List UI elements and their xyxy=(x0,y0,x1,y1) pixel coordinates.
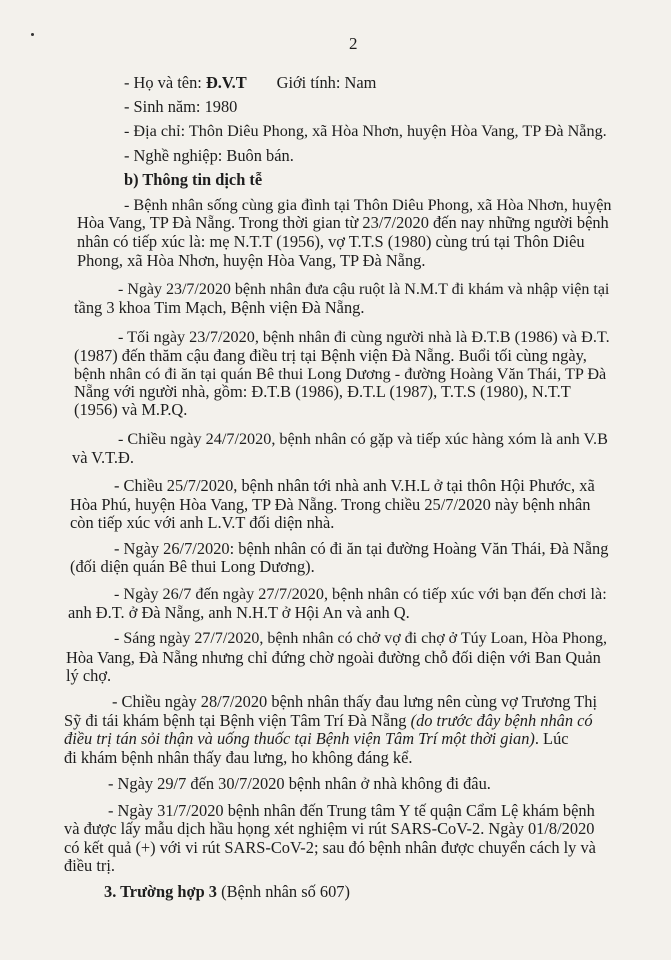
section-b-heading: b) Thông tin dịch tễ xyxy=(124,170,263,189)
p11-line-4: điều trị. xyxy=(64,856,115,875)
p9-line-4: đi khám bệnh nhân thấy đau lưng, ho không đáng kể. xyxy=(64,748,413,767)
p11-line-3: có kết quả (+) với vi rút SARS-CoV-2; sau đó bệnh nhân được chuyển cách ly và xyxy=(64,838,596,857)
p2-line-2: tầng 3 khoa Tim Mạch, Bệnh viện Đà Nẵng. xyxy=(74,298,365,317)
case3-title: 3. Trường hợp 3 xyxy=(104,882,218,901)
p9-line-3-text: . Lúc xyxy=(534,729,569,748)
p1-line-2: Hòa Vang, TP Đà Nẵng. Trong thời gian từ 23/7/2020 đến nay những người bệnh xyxy=(77,213,609,232)
page-number: 2 xyxy=(349,34,358,53)
p7-line-1: - Ngày 26/7 đến ngày 27/7/2020, bệnh nhân có tiếp xúc với bạn đến chơi là: xyxy=(114,585,607,603)
p1-line-4: Phong, xã Hòa Nhơn, huyện Hòa Vang, TP Đà Nẵng. xyxy=(77,251,426,270)
p4-line-2: và V.T.Đ. xyxy=(72,448,134,467)
gender-text: Giới tính: Nam xyxy=(276,73,377,92)
p1-line-3: nhân có tiếp xúc là: mẹ N.T.T (1956), vợ T.T.S (1980) cùng trú tại Thôn Diêu xyxy=(77,232,585,251)
occupation-line: - Nghề nghiệp: Buôn bán. xyxy=(124,146,294,165)
name-value: Đ.V.T xyxy=(205,73,247,92)
p4-line-1: - Chiều ngày 24/7/2020, bệnh nhân có gặp và tiếp xúc hàng xóm là anh V.B xyxy=(118,430,608,448)
p6-line-1: - Ngày 26/7/2020: bệnh nhân có đi ăn tại đường Hoàng Văn Thái, Đà Nẵng xyxy=(114,539,609,558)
case3-heading xyxy=(104,883,350,901)
p10-line-1: - Ngày 29/7 đến 30/7/2020 bệnh nhân ở nhà không đi đâu. xyxy=(108,774,491,793)
scan-speck xyxy=(31,33,34,36)
p5-line-3: còn tiếp xúc với anh L.V.T đối diện nhà. xyxy=(70,513,335,532)
p3-line-4: Nẵng với người nhà, gồm: Đ.T.B (1986), Đ.T.L (1987), T.T.S (1980), N.T.T xyxy=(74,382,571,401)
p1-line-1: - Bệnh nhân sống cùng gia đình tại Thôn Diêu Phong, xã Hòa Nhơn, huyện xyxy=(124,196,612,214)
p9-line-2-italic: (do trước đây bệnh nhân có xyxy=(410,711,593,730)
p8-line-1: - Sáng ngày 27/7/2020, bệnh nhân có chở vợ đi chợ ở Túy Loan, Hòa Phong, xyxy=(114,630,608,647)
p5-line-1: - Chiều 25/7/2020, bệnh nhân tới nhà anh V.H.L ở tại thôn Hội Phước, xã xyxy=(114,476,595,495)
p3-line-1: - Tối ngày 23/7/2020, bệnh nhân đi cùng người nhà là Đ.T.B (1986) và Đ.T. xyxy=(118,328,610,346)
p2-line-1: - Ngày 23/7/2020 bệnh nhân đưa cậu ruột là N.M.T đi khám và nhập viện tại xyxy=(118,281,610,298)
p9-line-2 xyxy=(64,712,593,730)
p3-line-3: bệnh nhân có đi ăn tại quán Bê thui Long Dương - đường Hoàng Văn Thái, TP Đà xyxy=(74,365,607,383)
birth-year-line: - Sinh năm: 1980 xyxy=(124,97,238,116)
p11-line-2: và được lấy mẫu dịch hầu họng xét nghiệm vi rút SARS-CoV-2. Ngày 01/8/2020 xyxy=(64,819,595,838)
case3-note: (Bệnh nhân số 607) xyxy=(217,882,350,901)
p3-line-2: (1987) đến thăm cậu đang điều trị tại Bệnh viện Đà Nẵng. Buổi tối cùng ngày, xyxy=(74,346,587,365)
name-label: - Họ và tên: xyxy=(124,73,206,92)
p5-line-2: Hòa Phú, huyện Hòa Vang, TP Đà Nẵng. Trong chiều 25/7/2020 này bệnh nhân xyxy=(70,495,591,514)
p3-line-5: (1956) và M.P.Q. xyxy=(74,400,188,419)
p9-line-3 xyxy=(64,730,569,748)
p11-line-1: - Ngày 31/7/2020 bệnh nhân đến Trung tâm Y tế quận Cẩm Lệ khám bệnh xyxy=(108,801,595,820)
address-line: - Địa chỉ: Thôn Diêu Phong, xã Hòa Nhơn, huyện Hòa Vang, TP Đà Nẵng. xyxy=(124,122,607,140)
p9-line-2-text: Sỹ đi tái khám bệnh tại Bệnh viện Tâm Trí Đà Nẵng xyxy=(64,711,411,730)
p9-line-1: - Chiều ngày 28/7/2020 bệnh nhân thấy đau lưng nên cùng vợ Trương Thị xyxy=(112,692,598,711)
name-line xyxy=(124,74,376,92)
p6-line-2: (đối diện quán Bê thui Long Dương). xyxy=(70,557,315,576)
p9-line-3-italic: điều trị tán sỏi thận và uống thuốc tại Bệnh viện Tâm Trí một thời gian) xyxy=(64,729,535,748)
p7-line-2: anh Đ.T. ở Đà Nẵng, anh N.H.T ở Hội An và anh Q. xyxy=(68,603,410,622)
p8-line-2: Hòa Vang, Đà Nẵng nhưng chỉ đứng chờ ngoài đường chỗ đối diện với Ban Quản xyxy=(66,648,601,667)
p8-line-3: lý chợ. xyxy=(66,666,112,685)
